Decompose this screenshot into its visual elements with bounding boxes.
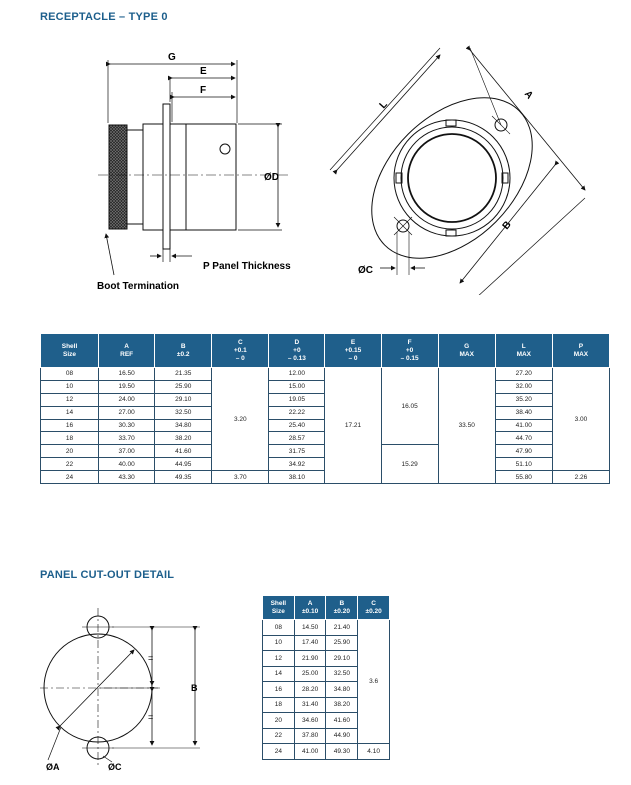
table2-header-shell: Shell Size (263, 596, 295, 620)
table-cell: 31.40 (294, 697, 326, 713)
table-cell: 16.05 (381, 368, 438, 445)
table-cell: 3.20 (212, 368, 269, 471)
table-cell: 32.50 (326, 666, 358, 682)
table-cell: 16 (41, 419, 99, 432)
table1-header-c: C +0.1 – 0 (212, 334, 269, 368)
label-b: B (500, 219, 514, 232)
table1-header-row (41, 334, 610, 368)
table-cell: 16 (263, 682, 295, 698)
table-cell: 32.00 (495, 380, 552, 393)
table-cell: 37.80 (294, 728, 326, 744)
label-od: ØD (264, 172, 279, 183)
table-cell: 33.70 (99, 432, 155, 445)
table-cell: 2.26 (552, 471, 609, 484)
table1-header-a: A REF (99, 334, 155, 368)
label-a: A (521, 88, 535, 102)
table-cell: 12 (41, 393, 99, 406)
table-cell: 51.10 (495, 458, 552, 471)
table-cell: 38.10 (269, 471, 325, 484)
table-cell: 3.00 (552, 368, 609, 471)
table-cell: 35.20 (495, 393, 552, 406)
label-equal-lower: = (148, 712, 154, 722)
table-cell: 25.40 (269, 419, 325, 432)
label-l: L (377, 99, 390, 111)
table-cell: 47.90 (495, 445, 552, 458)
table-cell: 08 (263, 620, 295, 636)
table-cell: 4.10 (358, 744, 390, 760)
table-cell: 15.29 (381, 445, 438, 484)
panel-cutout-table (262, 595, 390, 760)
table-row (41, 368, 610, 381)
table-cell: 44.90 (326, 728, 358, 744)
table-cell: 12 (263, 651, 295, 667)
table-cell: 27.00 (99, 406, 155, 419)
table-cell: 49.35 (155, 471, 212, 484)
table-cell: 41.60 (155, 445, 212, 458)
table1-header-d: D +0 – 0.13 (269, 334, 325, 368)
table-cell: 16.50 (99, 368, 155, 381)
table-cell: 14.50 (294, 620, 326, 636)
table1-header-l: L MAX (495, 334, 552, 368)
label-cutout-oc: ØC (108, 762, 122, 772)
table-cell: 37.00 (99, 445, 155, 458)
table-cell: 41.00 (294, 744, 326, 760)
table-cell: 28.20 (294, 682, 326, 698)
table-cell: 12.00 (269, 368, 325, 381)
table-cell: 28.57 (269, 432, 325, 445)
table2-header-a: A ±0.10 (294, 596, 326, 620)
table-cell: 34.80 (326, 682, 358, 698)
table-cell: 25.90 (326, 635, 358, 651)
table-row (263, 744, 390, 760)
receptacle-front-view-drawing (325, 45, 595, 295)
table-cell: 29.10 (326, 651, 358, 667)
label-oc: ØC (358, 265, 373, 276)
label-f: F (200, 85, 207, 96)
table-cell: 32.50 (155, 406, 212, 419)
label-e: E (200, 66, 207, 77)
table-cell: 21.35 (155, 368, 212, 381)
table1-header-e: E +0.15 – 0 (325, 334, 381, 368)
table-cell: 18 (41, 432, 99, 445)
table-cell: 41.60 (326, 713, 358, 729)
table-cell: 40.00 (99, 458, 155, 471)
label-cutout-oa: ØA (46, 762, 60, 772)
receptacle-title: RECEPTACLE – TYPE 0 (40, 11, 168, 23)
table-cell: 17.40 (294, 635, 326, 651)
table-cell: 49.30 (326, 744, 358, 760)
table1-header-g: G MAX (438, 334, 495, 368)
table-cell: 14 (41, 406, 99, 419)
table-cell: 22 (263, 728, 295, 744)
table-cell: 15.00 (269, 380, 325, 393)
table-cell: 20 (263, 713, 295, 729)
table-cell: 19.50 (99, 380, 155, 393)
table2-header-b: B ±0.20 (326, 596, 358, 620)
label-boot-termination: Boot Termination (97, 281, 180, 292)
table-cell: 20 (41, 445, 99, 458)
table1-header-p: P MAX (552, 334, 609, 368)
table-cell: 34.80 (155, 419, 212, 432)
table-cell: 24 (41, 471, 99, 484)
table-cell: 44.70 (495, 432, 552, 445)
label-g: G (168, 52, 176, 63)
table-cell: 10 (263, 635, 295, 651)
table-cell: 21.40 (326, 620, 358, 636)
table-cell: 33.50 (438, 368, 495, 484)
table-cell: 17.21 (325, 368, 381, 484)
table-cell: 08 (41, 368, 99, 381)
table-cell: 38.20 (155, 432, 212, 445)
table-cell: 30.30 (99, 419, 155, 432)
table-cell: 14 (263, 666, 295, 682)
table-cell: 22 (41, 458, 99, 471)
table-cell: 25.90 (155, 380, 212, 393)
table2-header-row (263, 596, 390, 620)
label-p-panel-thickness: P Panel Thickness (203, 261, 291, 272)
table-cell: 3.70 (212, 471, 269, 484)
table-cell: 21.90 (294, 651, 326, 667)
label-equal-upper: = (148, 653, 154, 663)
table-cell: 44.95 (155, 458, 212, 471)
table-cell: 31.75 (269, 445, 325, 458)
receptacle-dimension-table (40, 333, 610, 484)
receptacle-side-view-drawing (90, 45, 320, 300)
table-cell: 34.60 (294, 713, 326, 729)
table-cell: 22.22 (269, 406, 325, 419)
cutout-title: PANEL CUT-OUT DETAIL (40, 569, 175, 581)
label-cutout-b: B (191, 683, 198, 693)
table-cell: 24.00 (99, 393, 155, 406)
panel-cutout-drawing (35, 600, 220, 775)
table-cell: 18 (263, 697, 295, 713)
table-cell: 38.20 (326, 697, 358, 713)
table-cell: 43.30 (99, 471, 155, 484)
table-row (263, 620, 390, 636)
table-cell: 25.00 (294, 666, 326, 682)
table-cell: 29.10 (155, 393, 212, 406)
table-cell: 10 (41, 380, 99, 393)
table-cell: 34.92 (269, 458, 325, 471)
table-cell: 41.00 (495, 419, 552, 432)
table-cell: 38.40 (495, 406, 552, 419)
table-cell: 27.20 (495, 368, 552, 381)
table-cell: 55.80 (495, 471, 552, 484)
table-cell: 24 (263, 744, 295, 760)
table-cell: 3.6 (358, 620, 390, 744)
table1-header-f: F +0 – 0.15 (381, 334, 438, 368)
table2-header-c: C ±0.20 (358, 596, 390, 620)
table-cell: 19.05 (269, 393, 325, 406)
table1-header-shell: Shell Size (41, 334, 99, 368)
table1-header-b: B ±0.2 (155, 334, 212, 368)
